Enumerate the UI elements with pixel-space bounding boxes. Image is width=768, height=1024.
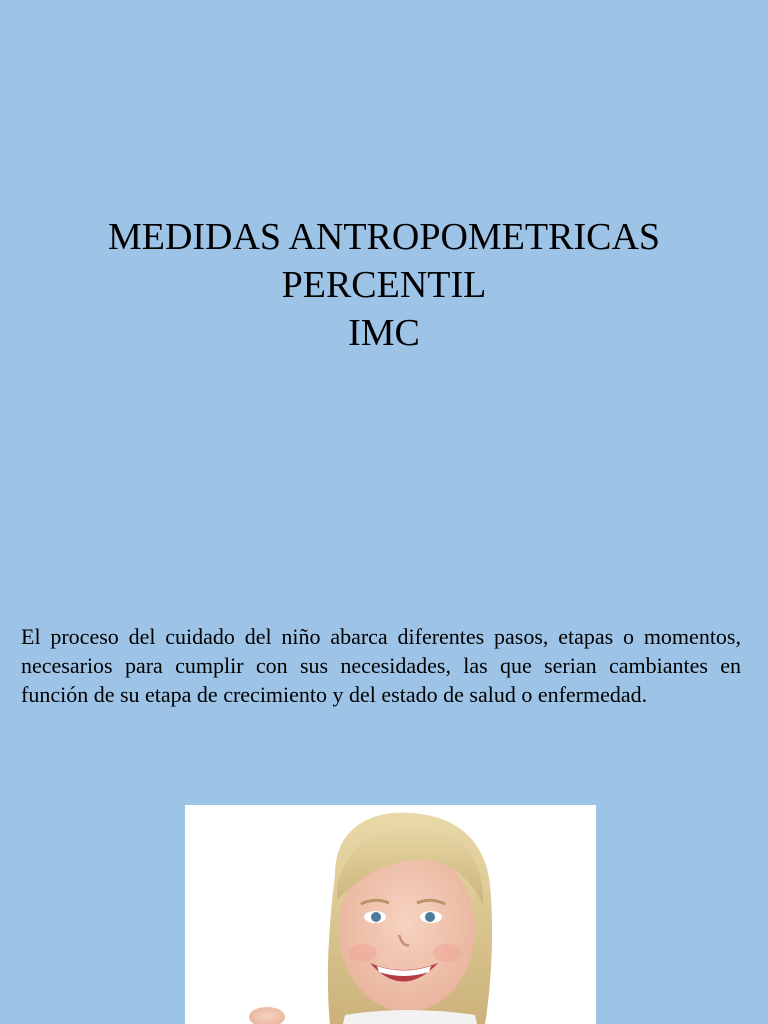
title-line-measures: MEDIDAS ANTROPOMETRICAS (107, 216, 661, 258)
body-paragraph: El proceso del cuidado del niño abarca diferentes pasos, etapas o momentos, necesarios para cumplir con sus necesidades, las que serian cambiantes en función de su etapa de crecimiento y del estado de salud o enfermedad. (21, 624, 741, 707)
title-line-percentile: PERCENTIL (281, 264, 487, 306)
title-line-bmi: IMC (348, 312, 420, 354)
slide-title (0, 213, 768, 357)
smiling-child-photo-icon (185, 805, 596, 1024)
child-photo (185, 805, 596, 1024)
